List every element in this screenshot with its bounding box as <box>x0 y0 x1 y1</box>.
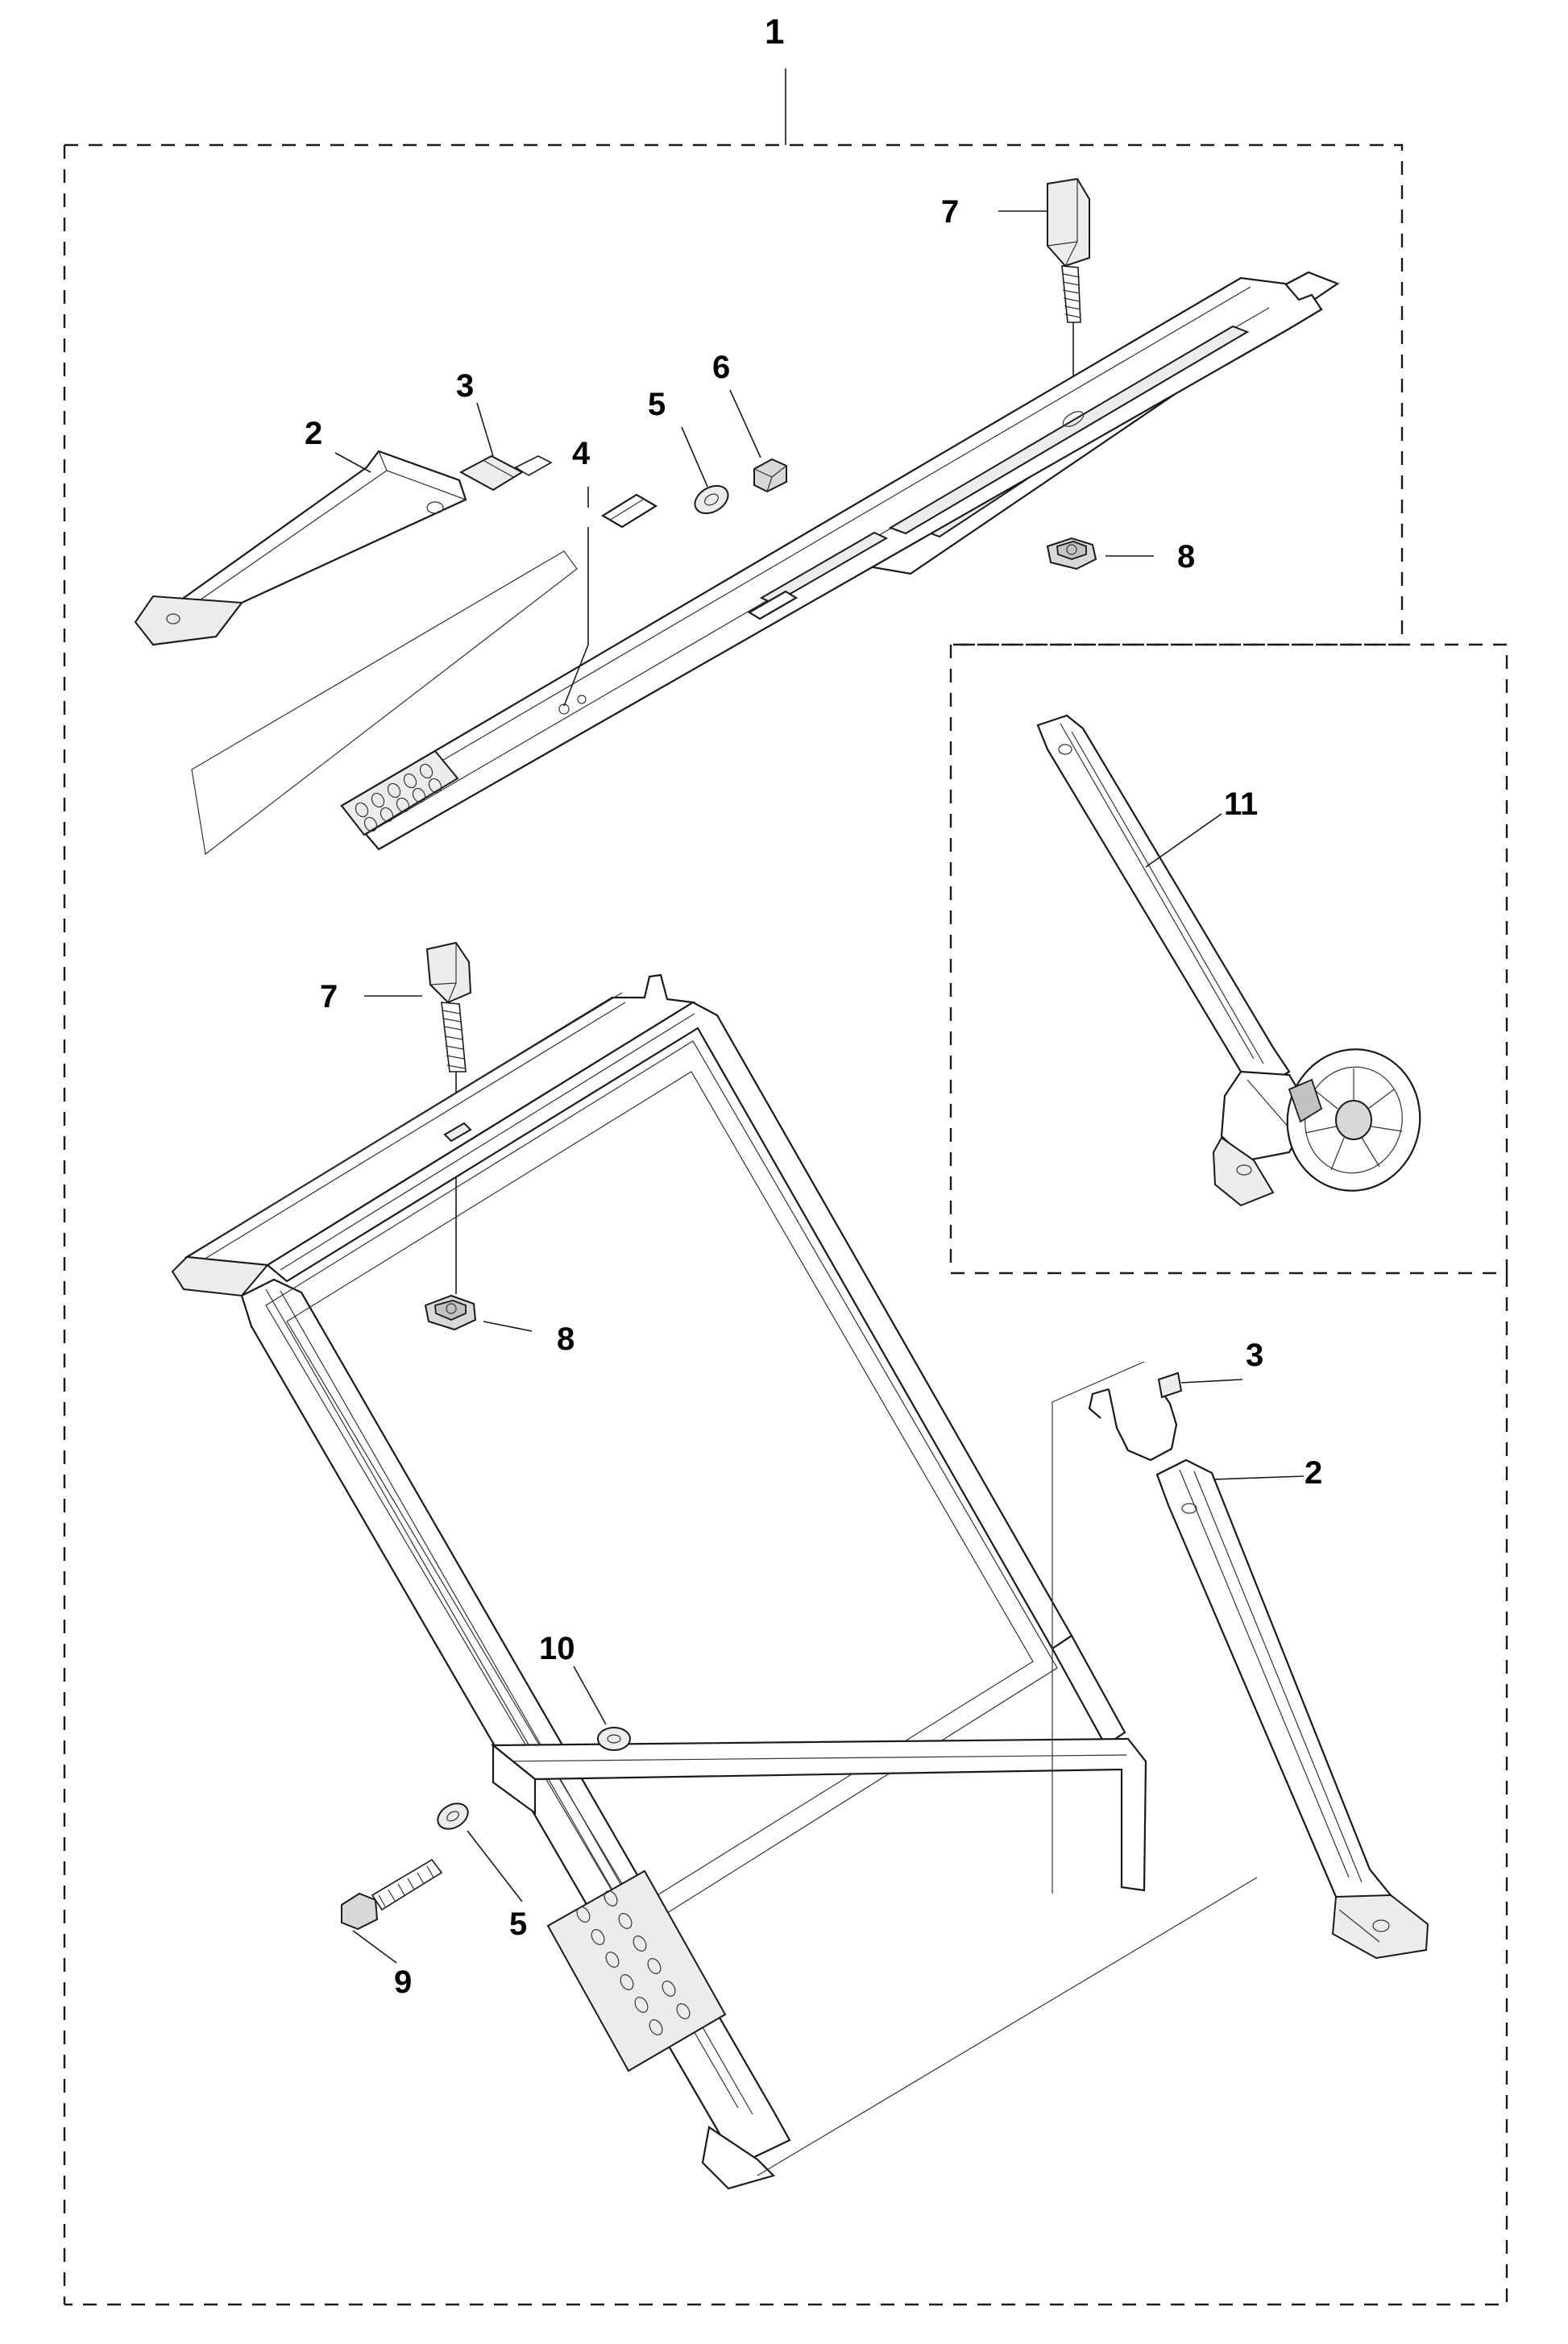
callout-number-8-upper: 8 <box>1177 539 1196 575</box>
callout-number-1: 1 <box>765 12 785 52</box>
part-3-lower-pin <box>1089 1373 1242 1460</box>
part-5-upper-washer <box>682 427 733 519</box>
callout-number-4: 4 <box>572 436 591 471</box>
callout-number-3-upper: 3 <box>456 368 475 404</box>
callout-number-7-lower: 7 <box>320 979 338 1014</box>
part-9-bolt <box>342 1860 442 1963</box>
callout-number-6: 6 <box>712 350 731 385</box>
part-1-upper-rail <box>192 272 1338 854</box>
callout-number-10: 10 <box>539 1631 575 1666</box>
part-6-upper-nut <box>730 390 786 492</box>
part-3-upper-pin <box>461 403 551 490</box>
callout-number-5-upper: 5 <box>648 387 666 422</box>
part-2-upper-leg <box>135 451 466 645</box>
part-10-washer <box>574 1666 630 1750</box>
part-5-lower-washer <box>433 1798 522 1902</box>
part-8-upper-nut <box>1047 538 1154 569</box>
callout-number-8-lower: 8 <box>557 1321 575 1357</box>
callout-number-9: 9 <box>394 1964 413 2000</box>
callout-number-3-lower: 3 <box>1246 1338 1264 1373</box>
callout-number-5-lower: 5 <box>509 1906 528 1942</box>
part-2-lower-leg <box>1052 1362 1428 1958</box>
lower-frame-assembly <box>172 975 1257 2188</box>
callout-number-2-upper: 2 <box>305 416 323 451</box>
callout-number-11: 11 <box>1224 786 1259 822</box>
callout-number-7-upper: 7 <box>941 194 960 230</box>
callout-number-2-lower: 2 <box>1305 1455 1323 1491</box>
part-8-lower-nut <box>425 1296 532 1331</box>
